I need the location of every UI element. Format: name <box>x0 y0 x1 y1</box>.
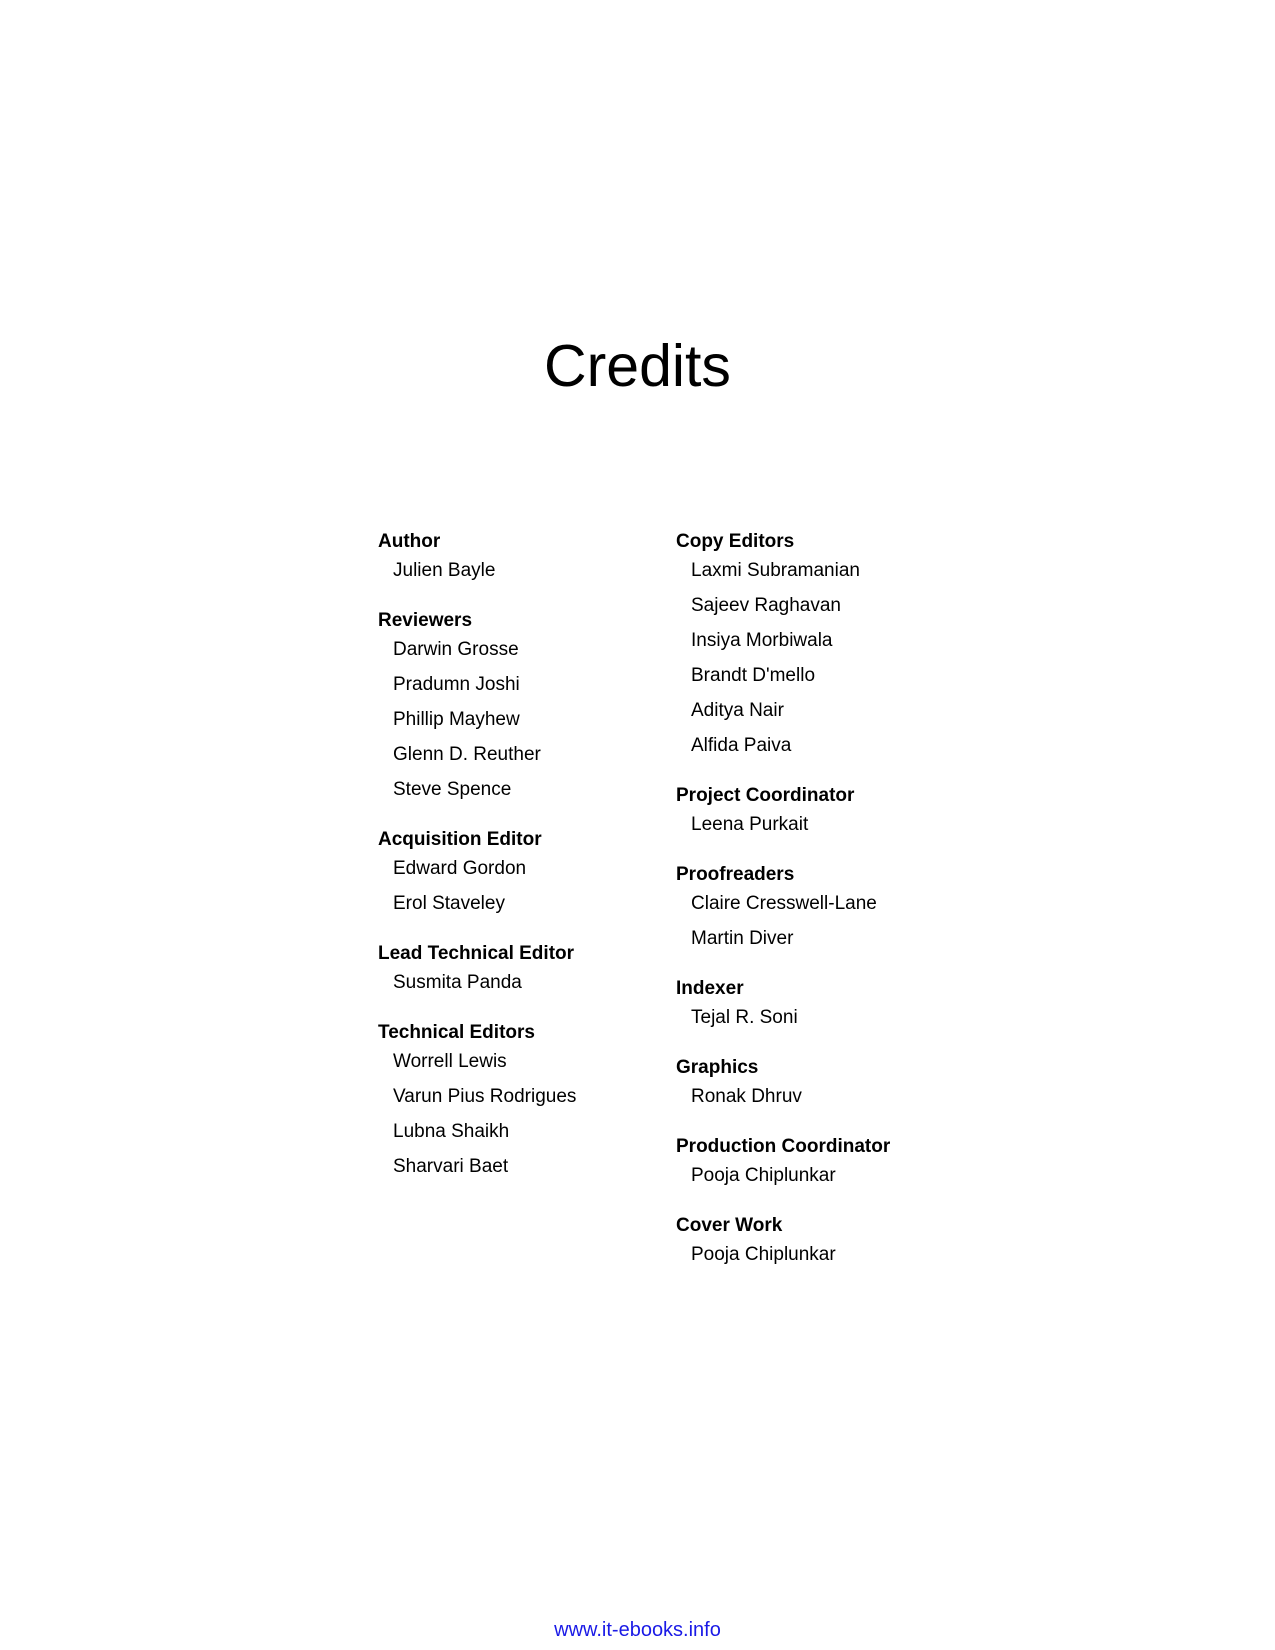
credits-right-column <box>676 530 976 1293</box>
section-heading: Graphics <box>676 1057 759 1078</box>
credit-name: Brandt D'mello <box>691 665 816 686</box>
credit-name: Glenn D. Reuther <box>393 744 541 765</box>
credit-section-technical-editors <box>378 1021 668 1178</box>
credit-name: Pooja Chiplunkar <box>691 1165 836 1186</box>
credit-name: Susmita Panda <box>393 972 522 993</box>
section-heading: Lead Technical Editor <box>378 943 575 964</box>
credit-section-proofreaders <box>676 863 976 950</box>
credit-name: Steve Spence <box>393 779 512 800</box>
credit-section-graphics <box>676 1056 976 1108</box>
credit-section-project-coordinator <box>676 784 976 836</box>
credit-section-indexer <box>676 977 976 1029</box>
credit-name: Tejal R. Soni <box>691 1007 798 1028</box>
credit-section-reviewers <box>378 609 668 801</box>
credit-section-production-coordinator <box>676 1135 976 1187</box>
credit-name: Worrell Lewis <box>393 1051 507 1072</box>
credits-left-column <box>378 530 668 1205</box>
section-heading: Technical Editors <box>378 1022 535 1043</box>
credit-name: Lubna Shaikh <box>393 1121 510 1142</box>
section-heading: Indexer <box>676 978 744 999</box>
credit-name: Laxmi Subramanian <box>691 560 860 581</box>
credit-name: Erol Staveley <box>393 893 505 914</box>
credit-name: Ronak Dhruv <box>691 1086 802 1107</box>
credit-name: Sharvari Baet <box>393 1156 509 1177</box>
credit-name: Alfida Paiva <box>691 735 792 756</box>
section-heading: Proofreaders <box>676 864 795 885</box>
credit-name: Varun Pius Rodrigues <box>393 1086 577 1107</box>
section-heading: Project Coordinator <box>676 785 855 806</box>
section-heading: Author <box>378 531 441 552</box>
credit-name: Edward Gordon <box>393 858 527 879</box>
credit-name: Darwin Grosse <box>393 639 519 660</box>
credit-name: Pooja Chiplunkar <box>691 1244 836 1265</box>
credit-name: Phillip Mayhew <box>393 709 520 730</box>
footer-website-link[interactable]: www.it-ebooks.info <box>554 1619 721 1641</box>
section-heading: Copy Editors <box>676 531 795 552</box>
credit-name: Julien Bayle <box>393 560 496 581</box>
section-heading: Cover Work <box>676 1215 783 1236</box>
credit-name: Martin Diver <box>691 928 794 949</box>
credit-section-copy-editors <box>676 530 976 757</box>
credit-name: Insiya Morbiwala <box>691 630 833 651</box>
credit-section-acquisition-editor <box>378 828 668 915</box>
credit-name: Leena Purkait <box>691 814 809 835</box>
credit-section-author <box>378 530 668 582</box>
credit-name: Pradumn Joshi <box>393 674 520 695</box>
credit-name: Claire Cresswell-Lane <box>691 893 877 914</box>
credit-name: Sajeev Raghavan <box>691 595 841 616</box>
section-heading: Production Coordinator <box>676 1136 891 1157</box>
credit-section-lead-technical-editor <box>378 942 668 994</box>
credit-section-cover-work <box>676 1214 976 1266</box>
section-heading: Acquisition Editor <box>378 829 542 850</box>
page-title: Credits <box>544 333 731 399</box>
credit-name: Aditya Nair <box>691 700 784 721</box>
section-heading: Reviewers <box>378 610 473 631</box>
